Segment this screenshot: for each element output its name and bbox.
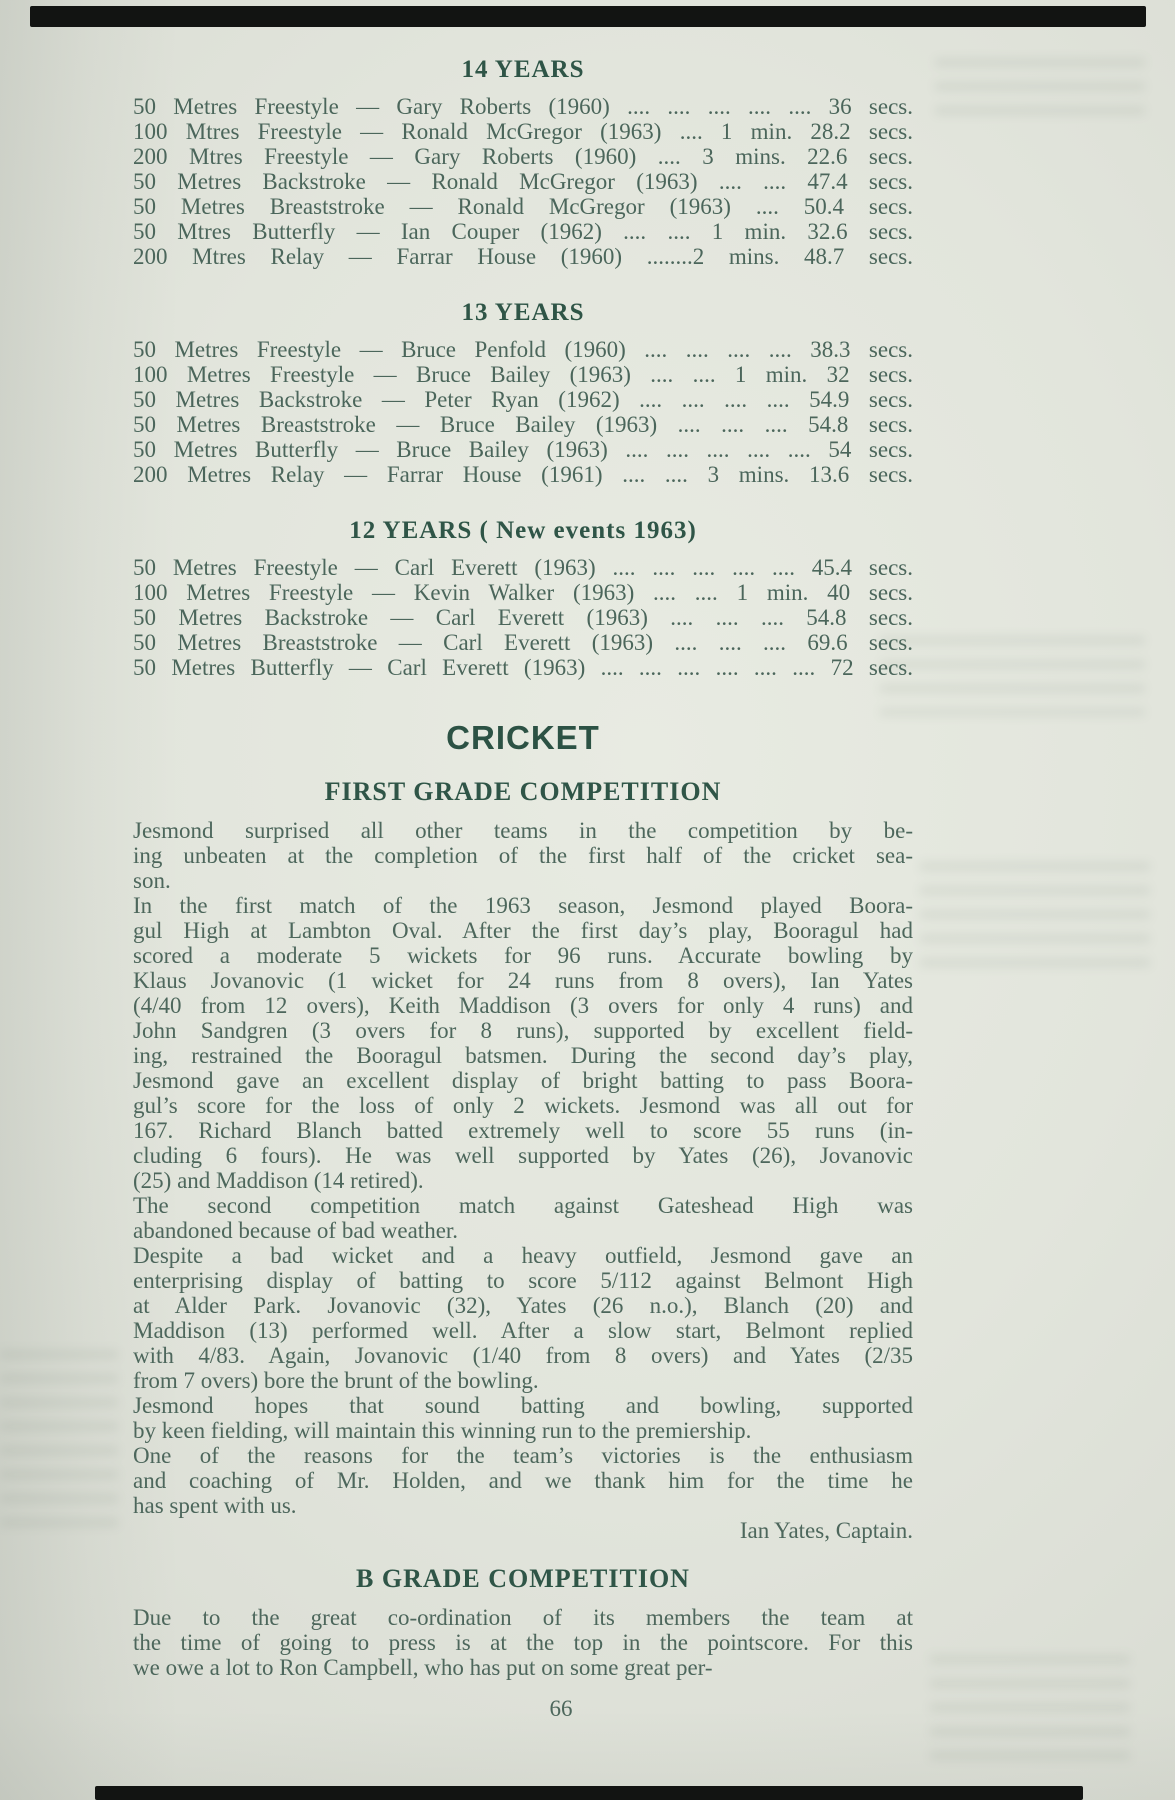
record-line: 50 Metres Backstroke — Carl Everett (1963) .... .... .... 54.8 secs. <box>133 605 913 630</box>
grade-heading: B GRADE COMPETITION <box>356 1564 690 1593</box>
page-showthrough <box>935 58 1145 128</box>
age-group-heading: 12 YEARS ( New events 1963) <box>349 517 697 544</box>
paragraph-line: and coaching of Mr. Holden, and we thank him for the time he <box>133 1468 913 1493</box>
paragraph-line: In the first match of the 1963 season, Jesmond played Boora- <box>133 893 913 918</box>
paragraph-line: has spent with us. <box>133 1493 297 1518</box>
age-group-heading: 13 YEARS <box>461 299 585 326</box>
page-showthrough <box>880 636 1145 716</box>
record-line: 100 Mtres Freestyle — Ronald McGregor (1963) .... 1 min. 28.2 secs. <box>133 119 913 144</box>
paragraph-line: Maddison (13) performed well. After a slow start, Belmont replied <box>133 1318 913 1343</box>
paragraph-line: the time of going to press is at the top in the pointscore. For this <box>133 1630 913 1655</box>
record-line: 50 Metres Freestyle — Bruce Penfold (1960) .... .... .... .... 38.3 secs. <box>133 337 913 362</box>
page-number: 66 <box>549 1696 573 1721</box>
record-line: 200 Mtres Relay — Farrar House (1960) ........2 mins. 48.7 secs. <box>133 244 913 269</box>
record-line: 50 Metres Backstroke — Ronald McGregor (1963) .... .... 47.4 secs. <box>133 169 913 194</box>
paragraph-line: abandoned because of bad weather. <box>133 1218 459 1243</box>
record-line: 50 Metres Freestyle — Carl Everett (1963) .... .... .... .... .... 45.4 secs. <box>133 555 913 580</box>
paragraph <box>133 1193 913 1243</box>
records-list <box>133 555 913 680</box>
record-line: 200 Metres Relay — Farrar House (1961) .... .... 3 mins. 13.6 secs. <box>133 462 913 487</box>
grade-report <box>133 1605 913 1680</box>
record-line: 50 Metres Backstroke — Peter Ryan (1962) .... .... .... .... 54.9 secs. <box>133 387 913 412</box>
paragraph-line: enterprising display of batting to score 5/112 against Belmont High <box>133 1268 913 1293</box>
paragraph-line: Jesmond hopes that sound batting and bowling, supported <box>133 1393 913 1418</box>
paragraph <box>133 893 913 1193</box>
paragraph-line: son. <box>133 868 171 893</box>
cricket-section <box>133 720 913 1680</box>
record-line: 50 Mtres Butterfly — Ian Couper (1962) .... .... 1 min. 32.6 secs. <box>133 219 913 244</box>
paragraph <box>133 1443 913 1518</box>
page-showthrough <box>0 1350 118 1540</box>
grade-heading: FIRST GRADE COMPETITION <box>324 777 722 806</box>
record-line: 50 Metres Freestyle — Gary Roberts (1960) .... .... .... .... .... 36 secs. <box>133 94 913 119</box>
cricket-title: CRICKET <box>446 719 600 756</box>
paragraph <box>133 818 913 893</box>
paragraph-line: scored a moderate 5 wickets for 96 runs. Accurate bowling by <box>133 943 913 968</box>
record-line: 100 Metres Freestyle — Bruce Bailey (1963) .... .... 1 min. 32 secs. <box>133 362 913 387</box>
paragraph-line: Jesmond surprised all other teams in the competition by be- <box>133 818 913 843</box>
swimming-records-section <box>133 56 913 680</box>
records-list <box>133 337 913 487</box>
signature: Ian Yates, Captain. <box>739 1518 913 1543</box>
records-list <box>133 94 913 269</box>
paragraph-line: we owe a lot to Ron Campbell, who has put on some great per- <box>133 1655 713 1680</box>
cricket-grades <box>133 778 913 1680</box>
record-line: 50 Metres Breaststroke — Ronald McGregor (1963) .... 50.4 secs. <box>133 194 913 219</box>
record-line: 50 Metres Butterfly — Carl Everett (1963) .... .... .... .... .... .... 72 secs. <box>133 655 913 680</box>
paragraph-line: John Sandgren (3 overs for 8 runs), supported by excellent field- <box>133 1018 913 1043</box>
paragraph-line: cluding 6 fours). He was well supported by Yates (26), Jovanovic <box>133 1143 913 1168</box>
paragraph-line: ing, restrained the Booragul batsmen. During the second day’s play, <box>133 1043 913 1068</box>
paragraph-line: gul High at Lambton Oval. After the first day’s play, Booragul had <box>133 918 913 943</box>
paragraph-line: (4/40 from 12 overs), Keith Maddison (3 overs for only 4 runs) and <box>133 993 913 1018</box>
record-line: 50 Metres Butterfly — Bruce Bailey (1963) .... .... .... .... .... 54 secs. <box>133 437 913 462</box>
paragraph <box>133 1393 913 1443</box>
paragraph-line: at Alder Park. Jovanovic (32), Yates (26 n.o.), Blanch (20) and <box>133 1293 913 1318</box>
grade-report <box>133 818 913 1518</box>
paragraph-line: from 7 overs) bore the brunt of the bowling. <box>133 1368 539 1393</box>
paragraph-line: Despite a bad wicket and a heavy outfield, Jesmond gave an <box>133 1243 913 1268</box>
paragraph-line: One of the reasons for the team’s victories is the enthusiasm <box>133 1443 913 1468</box>
paragraph-line: Klaus Jovanovic (1 wicket for 24 runs from 8 overs), Ian Yates <box>133 968 913 993</box>
paragraph-line: with 4/83. Again, Jovanovic (1/40 from 8 overs) and Yates (2/35 <box>133 1343 913 1368</box>
paragraph-line: gul’s score for the loss of only 2 wickets. Jesmond was all out for <box>133 1093 913 1118</box>
age-group-heading: 14 YEARS <box>461 56 585 83</box>
record-line: 50 Metres Breaststroke — Bruce Bailey (1963) .... .... .... 54.8 secs. <box>133 412 913 437</box>
paragraph-line: Due to the great co-ordination of its members the team at <box>133 1605 913 1630</box>
record-line: 200 Mtres Freestyle — Gary Roberts (1960) .... 3 mins. 22.6 secs. <box>133 144 913 169</box>
paragraph-line: Jesmond gave an excellent display of bright batting to pass Boora- <box>133 1068 913 1093</box>
page-showthrough <box>930 1655 1130 1773</box>
paragraph-line: 167. Richard Blanch batted extremely well to score 55 runs (in- <box>133 1118 913 1143</box>
paragraph-line: The second competition match against Gateshead High was <box>133 1193 913 1218</box>
page-showthrough <box>920 862 1150 980</box>
record-line: 50 Metres Breaststroke — Carl Everett (1963) .... .... .... 69.6 secs. <box>133 630 913 655</box>
page-content <box>133 0 913 1722</box>
paragraph-line: ing unbeaten at the completion of the first half of the cricket sea- <box>133 843 913 868</box>
scan-edge-bottom <box>95 1786 1083 1800</box>
paragraph <box>133 1243 913 1393</box>
paragraph-line: by keen fielding, will maintain this winning run to the premiership. <box>133 1418 752 1443</box>
paragraph-line: (25) and Maddison (14 retired). <box>133 1168 424 1193</box>
paragraph <box>133 1605 913 1680</box>
record-line: 100 Metres Freestyle — Kevin Walker (1963) .... .... 1 min. 40 secs. <box>133 580 913 605</box>
